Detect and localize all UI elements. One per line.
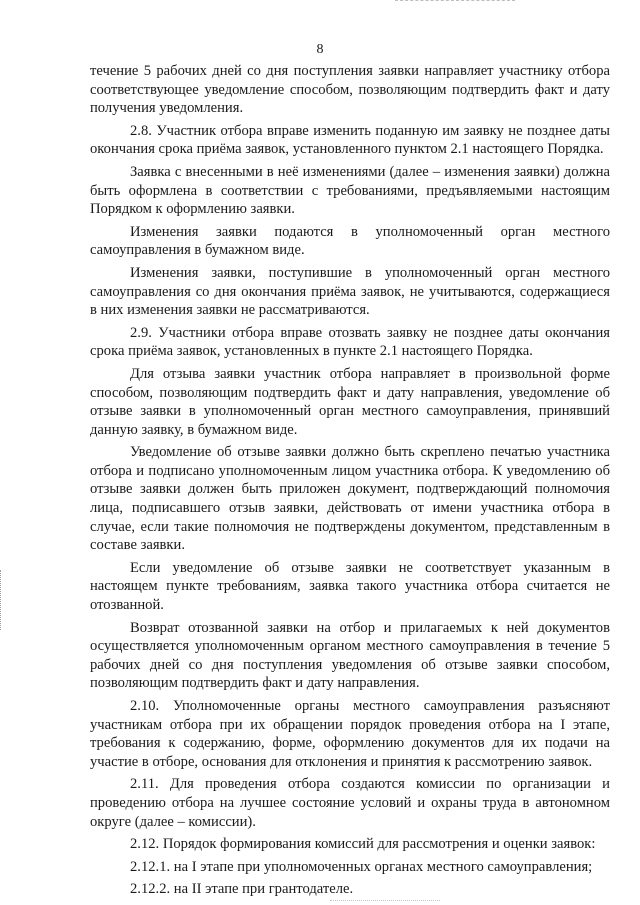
paragraph-2-12: 2.12. Порядок формирования комиссий для рассмотрения и оценки заявок:: [130, 836, 596, 853]
paragraph-2-10: 2.10. Уполномоченные органы местного самоуправления разъясняют участникам отбора при их обращении порядок проведения отбора на I этапе, требования к содержанию, форме, оформлению документов для их подачи на участие в отборе, основания для отклонения и принятия к рассмотрению заявок.: [90, 698, 610, 770]
paragraph-continuation: течение 5 рабочих дней со дня поступления заявки направляет участнику отбора соответствующее уведомление способом, позволяющим подтвердить факт и дату получения уведомления.: [90, 63, 610, 117]
paragraph-withdrawal-seal: Уведомление об отзыве заявки должно быть скреплено печатью участника отбора и подписано уполномоченным лицом участника отбора. К уведомлению об отзыве заявки должен быть приложен документ, подтверждающий полномочия лица, подписавшего отзыв заявки, действовать от имени участника отбора в случае, если такие полномочия не подтверждены документом, представленным в составе заявки.: [90, 444, 610, 554]
paragraph-withdrawal-invalid: Если уведомление об отзыве заявки не соответствует указанным в настоящем пункте требованиям, заявка такого участника отбора считается не отозванной.: [90, 559, 610, 614]
paragraph-2-8: 2.8. Участник отбора вправе изменить поданную им заявку не позднее даты окончания срока приёма заявок, установленного пунктом 2.1 настоящего Порядка.: [90, 122, 610, 158]
paragraph-changes-submit: Изменения заявки подаются в уполномоченный орган местного самоуправления в бумажном виде.: [90, 223, 610, 259]
paragraph-2-12-2: 2.12.2. на II этапе при грантодателе.: [130, 881, 354, 898]
scan-edge-top: [395, 0, 515, 3]
paragraph-changes-form: Заявка с внесенными в неё изменениями (далее – изменения заявки) должна быть оформлена в соответствии с требованиями, предъявляемыми настоящим Порядком к оформлению заявки.: [90, 163, 610, 218]
paragraph-2-11: 2.11. Для проведения отбора создаются комиссии по организации и проведению отбора на лучшее состояние условий и охраны труда в автономном округе (далее – комиссии).: [90, 776, 610, 830]
scan-edge-left: [0, 570, 3, 630]
paragraph-return-documents: Возврат отозванной заявки на отбор и прилагаемых к ней документов осуществляется уполномоченным органом местного самоуправления в течение 5 рабочих дней со дня поступления уведомления об отзыве заявки способом, позволяющим подтвердить факт и дату направления.: [90, 619, 610, 692]
paragraph-2-9: 2.9. Участники отбора вправе отозвать заявку не позднее даты окончания срока приёма заявок, установленных в пункте 2.1 настоящего Порядка.: [90, 324, 610, 360]
document-body: [90, 62, 610, 903]
paragraph-withdrawal-notice: Для отзыва заявки участник отбора направляет в произвольной форме способом, позволяющим подтвердить факт и дату направления, уведомление об отзыве заявки в уполномоченный орган местного самоуправления, принявший данную заявку, в бумажном виде.: [90, 365, 610, 438]
page-number: 8: [316, 42, 324, 57]
paragraph-2-12-1: 2.12.1. на I этапе при уполномоченных органах местного самоуправления;: [130, 858, 593, 875]
paragraph-changes-late: Изменения заявки, поступившие в уполномоченный орган местного самоуправления со дня окончания приёма заявок, не учитываются, содержащиеся в них изменения заявки не рассматриваются.: [90, 264, 610, 319]
